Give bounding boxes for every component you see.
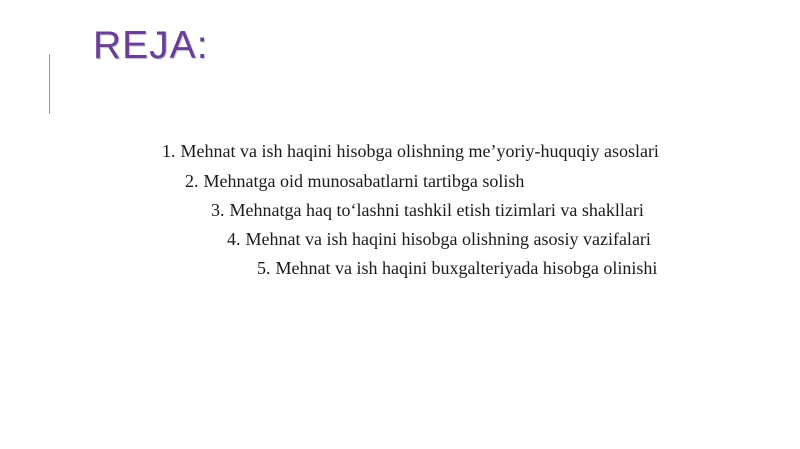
plan-item-number: 3. (211, 200, 225, 220)
plan-item-text: Mehnat va ish haqini hisobga olishning asosiy vazifalari (245, 229, 651, 249)
plan-item-number: 5. (257, 258, 271, 278)
plan-item-1 (162, 139, 659, 163)
slide-title: REJA: (93, 24, 209, 67)
plan-item-2 (185, 169, 524, 193)
plan-item-3 (211, 198, 644, 222)
plan-item-text: Mehnat va ish haqini hisobga olishning me’yoriy-huquqiy asoslari (180, 141, 659, 161)
plan-item-4 (227, 227, 651, 251)
plan-item-text: Mehnatga haq to‘lashni tashkil etish tizimlari va shakllari (229, 200, 644, 220)
plan-item-number: 1. (162, 141, 176, 161)
plan-item-5 (257, 256, 657, 280)
plan-item-number: 2. (185, 171, 199, 191)
accent-divider (49, 54, 50, 114)
plan-item-text: Mehnat va ish haqini buxgalteriyada hisobga olinishi (275, 258, 658, 278)
plan-item-number: 4. (227, 229, 241, 249)
plan-item-text: Mehnatga oid munosabatlarni tartibga solish (203, 171, 525, 191)
